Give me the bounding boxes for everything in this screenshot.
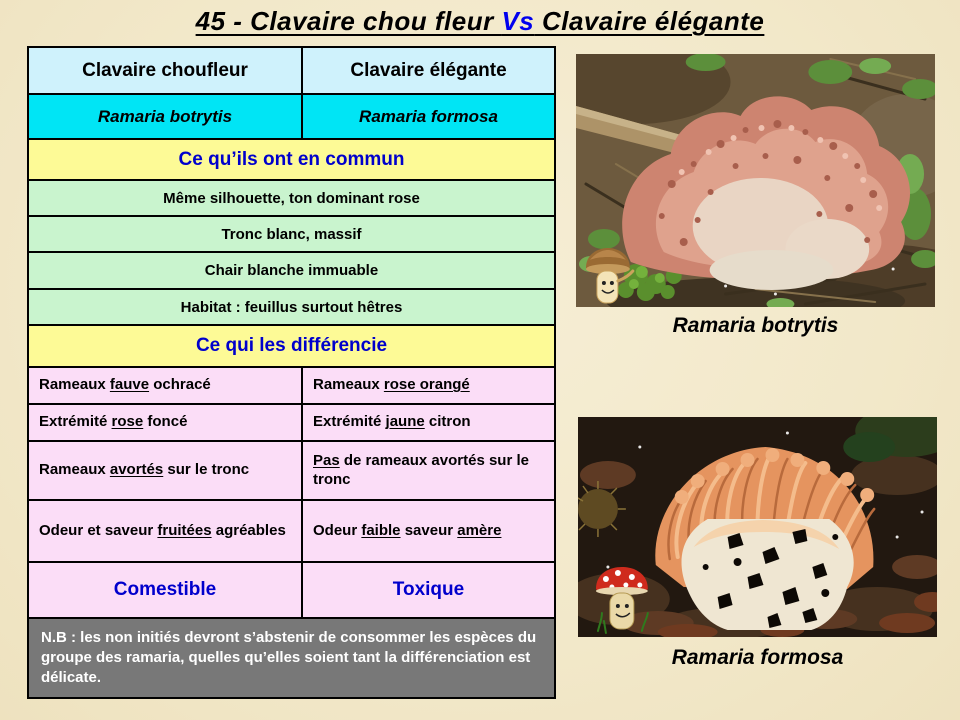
ramaria-formosa-illustration <box>578 417 937 637</box>
title-suffix: Clavaire élégante <box>534 6 765 36</box>
underlined-term: faible <box>361 521 401 539</box>
table-row-diff-0 <box>29 366 554 403</box>
title-vs: Vs <box>501 6 535 36</box>
underlined-term: jaune <box>385 413 425 431</box>
nb-warning-text: N.B : les non initiés devront s’abstenir de consommer les espèces du groupe des ramaria, quelles qu’elles soient tant la différenciation est délicate. <box>41 628 537 687</box>
underlined-term: Pas <box>313 451 340 469</box>
diff-cell-left: Extrémité rose foncé <box>39 413 188 431</box>
table-row-diff-3 <box>29 499 554 561</box>
diff-cell-right: Odeur faible saveur amère <box>301 501 554 561</box>
underlined-term: rose orangé <box>383 376 470 394</box>
species-name-right: Clavaire élégante <box>301 48 554 93</box>
table-row-note <box>29 617 554 697</box>
table-row-verdict <box>29 561 554 617</box>
table-row-species-names <box>29 48 554 93</box>
title-prefix: 45 - Clavaire chou fleur <box>195 6 502 36</box>
caption-ramaria-botrytis: Ramaria botrytis <box>672 314 839 337</box>
verdict-right: Toxique <box>301 563 554 617</box>
species-name-left: Clavaire choufleur <box>82 59 248 81</box>
diff-cell-right: Pas de rameaux avortés sur le tronc <box>301 442 554 499</box>
underlined-term: rose <box>111 413 144 431</box>
common-section-title: Ce qu’ils ont en commun <box>178 148 405 170</box>
table-row-latin-names <box>29 93 554 138</box>
page-title <box>0 6 960 37</box>
common-trait: Chair blanche immuable <box>204 262 379 279</box>
table-row-common-1 <box>29 215 554 251</box>
table-row-common-0 <box>29 179 554 215</box>
diff-cell-left: Odeur et saveur fruitées agréables <box>39 521 286 539</box>
comparison-table <box>27 46 556 699</box>
ramaria-botrytis-photo <box>576 54 935 307</box>
common-trait: Tronc blanc, massif <box>221 225 362 243</box>
ramaria-formosa-photo <box>578 417 937 637</box>
common-trait: Habitat : feuillus surtout hêtres <box>180 298 403 316</box>
latin-name-left: Ramaria botrytis <box>97 106 233 126</box>
underlined-term: amère <box>457 521 502 539</box>
diff-cell-left: Rameaux fauve ochracé <box>39 376 211 394</box>
table-row-diff-2 <box>29 440 554 499</box>
table-row-diff-header <box>29 324 554 366</box>
caption-ramaria-formosa: Ramaria formosa <box>671 646 844 669</box>
diff-cell-left: Rameaux avortés sur le tronc <box>39 461 250 479</box>
underlined-term: fauve <box>109 376 150 394</box>
latin-name-right: Ramaria formosa <box>301 95 554 138</box>
table-row-common-header <box>29 138 554 179</box>
underlined-term: avortés <box>109 461 164 479</box>
verdict-left: Comestible <box>113 579 217 600</box>
common-trait: Même silhouette, ton dominant rose <box>163 189 420 207</box>
diff-cell-right: Extrémité jaune citron <box>301 405 554 440</box>
table-row-diff-1 <box>29 403 554 440</box>
underlined-term: fruitées <box>157 521 212 539</box>
diff-section-title: Ce qui les différencie <box>195 335 388 356</box>
table-row-common-3 <box>29 288 554 324</box>
table-row-common-2 <box>29 251 554 288</box>
diff-cell-right: Rameaux rose orangé <box>301 368 554 403</box>
ramaria-botrytis-illustration <box>576 54 935 307</box>
